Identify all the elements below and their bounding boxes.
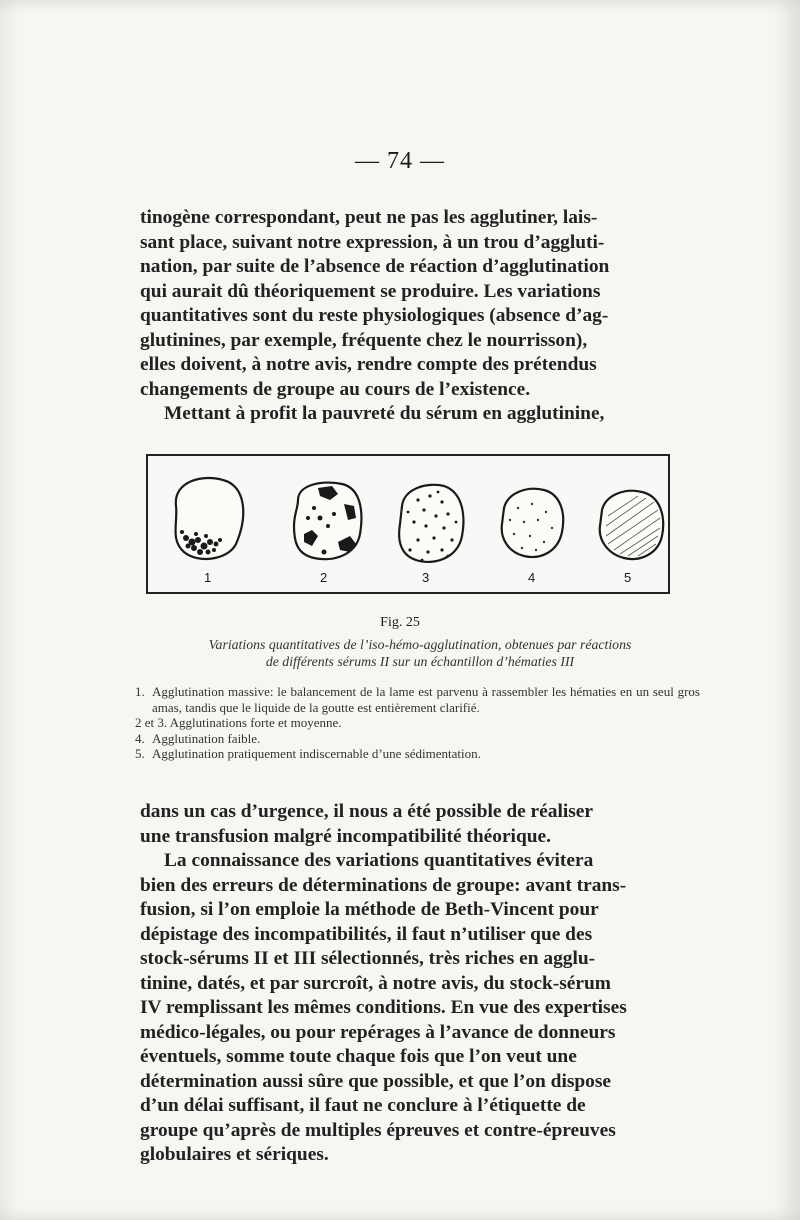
- legend-item: [135, 746, 700, 762]
- page-number: — 74 —: [355, 148, 445, 174]
- legend-num: 5.: [135, 746, 145, 761]
- drop-5: [600, 491, 663, 559]
- legend-item: [135, 731, 700, 747]
- p1-line-mettant: Mettant à profit la pauvreté du sérum en agglutinine,: [164, 403, 605, 424]
- p1-line: qui aurait dû théoriquement se produire. Les variations: [140, 280, 601, 302]
- label-4: 4: [528, 570, 536, 585]
- drop-1: [176, 478, 244, 559]
- p2-line: d’un délai suffisant, il faut ne conclure à l’étiquette de: [140, 1095, 586, 1116]
- p1-line: nation, par suite de l’absence de réaction d’agglutination: [140, 256, 610, 277]
- p2-line: IV remplissant les mêmes conditions. En vue des expertises: [140, 997, 627, 1018]
- p2-line: éventuels, somme toute chaque fois que l’on veut une: [140, 1046, 577, 1067]
- p2-line: bien des erreurs de déterminations de groupe: avant trans-: [140, 874, 627, 896]
- p2-line: globulaires et sériques.: [140, 1144, 329, 1165]
- legend-text: 2 et 3. Agglutinations forte et moyenne.: [135, 715, 342, 730]
- caption-line-1: Variations quantitatives de l’iso-hémo-agglutination, obtenues par réactions: [208, 637, 632, 652]
- drop-2: [294, 483, 361, 560]
- p1-line: elles doivent, à notre avis, rendre compte des prétendus: [140, 354, 597, 375]
- legend-text: Agglutination pratiquement indiscernable d’une sédimentation.: [152, 746, 481, 761]
- caption-line-2: de différents sérums II sur un échantillon d’hématies III: [265, 654, 575, 669]
- drop-4: [502, 489, 564, 557]
- legend-num: 1.: [135, 684, 145, 699]
- legend-num: 4.: [135, 730, 145, 746]
- p1-line: quantitatives sont du reste physiologiques (absence d’ag-: [140, 305, 609, 326]
- label-5: 5: [624, 570, 632, 585]
- p2-line: fusion, si l’on emploie la méthode de Beth-Vincent pour: [140, 899, 599, 920]
- p2-line: médico-légales, ou pour repérages à l’avance de donneurs: [140, 1021, 616, 1043]
- p1-line: tinogène correspondant, peut ne pas les agglutiner, lais-: [140, 207, 598, 228]
- label-3: 3: [422, 570, 430, 585]
- p2-line: dans un cas d’urgence, il nous a été possible de réaliser: [140, 801, 594, 822]
- p1-line: sant place, suivant notre expression, à un trou d’aggluti-: [140, 231, 605, 253]
- p1-line: glutinines, par exemple, fréquente chez le nourrisson),: [140, 329, 588, 351]
- legend-item: [135, 715, 700, 731]
- p2-line: La connaissance des variations quantitatives évitera: [164, 850, 594, 871]
- label-1: 1: [204, 570, 212, 585]
- p2-line: détermination aussi sûre que possible, et que l’on dispose: [140, 1070, 612, 1092]
- figure-legend: [135, 684, 700, 762]
- p2-line: groupe qu’après de multiples épreuves et contre-épreuves: [140, 1119, 616, 1141]
- legend-text: Agglutination faible.: [152, 730, 261, 746]
- paragraph-2: [140, 800, 700, 1168]
- p1-line: changements de groupe au cours de l’existence.: [140, 378, 531, 400]
- p2-line: dépistage des incompatibilités, il faut n’utiliser que des: [140, 923, 593, 945]
- paragraph-1: [140, 206, 700, 427]
- figure-caption: [140, 636, 700, 670]
- legend-text: Agglutination massive: le balancement de la lame est parvenu à rassembler les hématies en un seul gros amas, tandis que le liquide de la goutte est entièrement clarifié.: [152, 684, 700, 715]
- figure-25-box: [146, 454, 670, 594]
- drop-3: [399, 485, 463, 562]
- p2-line: une transfusion malgré incompatibilité théorique.: [140, 825, 551, 847]
- p2-line: stock-sérums II et III sélectionnés, très riches en agglu-: [140, 948, 596, 969]
- p2-line: tinine, datés, et par surcroît, à notre avis, du stock-sérum: [140, 972, 611, 994]
- figure-title: Fig. 25: [380, 615, 420, 630]
- legend-item: [135, 684, 700, 715]
- label-2: 2: [320, 570, 328, 585]
- agglutination-drawings: [148, 456, 668, 592]
